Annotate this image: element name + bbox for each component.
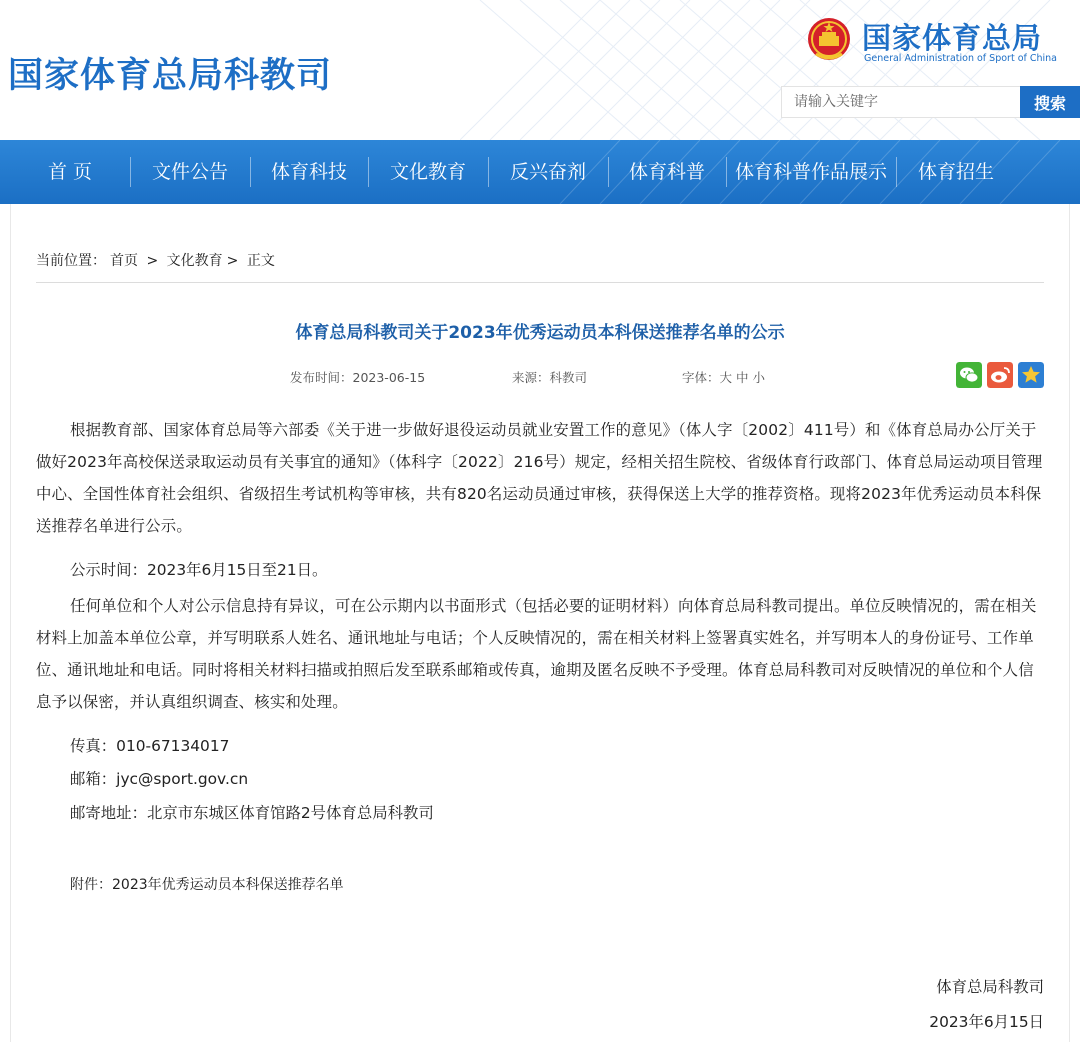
nav-home[interactable]: 首 页 bbox=[47, 161, 93, 183]
national-emblem-icon bbox=[806, 16, 852, 64]
nav-sports-science[interactable]: 体育科普 bbox=[628, 161, 705, 183]
breadcrumb-home[interactable]: 首页 bbox=[110, 253, 138, 269]
nav-announcements[interactable]: 文件公告 bbox=[151, 161, 228, 183]
breadcrumb-current: 正文 bbox=[246, 253, 275, 269]
wechat-icon[interactable] bbox=[956, 362, 982, 388]
nav-sports-technology[interactable]: 体育科技 bbox=[270, 161, 347, 183]
font-size-selector[interactable]: 字体：大 中 小 bbox=[682, 370, 765, 385]
signature-date: 2023年6月15日 bbox=[929, 1013, 1044, 1031]
article-paragraph: 任何单位和个人对公示信息持有异议，可在公示期内以书面形式（包括必要的证明材料）向体育总局科教司提出。单位反映情况的，需在相关材料上加盖本单位公章，并写明联系人姓名、通讯地址与电话；个人反映情况的，需在相关材料上签署真实姓名，并写明本人的身份证号、工作单位、通讯地址和电话。同时将相关材料扫描或拍照后发至联系邮箱或传真，逾期及匿名反映不予受理。体育总局科教司对反映情况的单位和个人信息予以保密，并认真组织调查、核实和处理。 bbox=[36, 597, 1037, 711]
main-nav bbox=[0, 140, 1080, 204]
nav-science-works[interactable]: 体育科普作品展示 bbox=[734, 161, 887, 183]
attachment-link[interactable]: 附件：2023年优秀运动员本科保送推荐名单 bbox=[70, 877, 344, 893]
contact-fax: 传真：010-67134017 bbox=[70, 737, 230, 755]
breadcrumb-section[interactable]: 文化教育 bbox=[166, 253, 223, 269]
article-source: 来源：科教司 bbox=[512, 370, 588, 385]
nav-anti-doping[interactable]: 反兴奋剂 bbox=[509, 161, 586, 183]
publish-date: 发布时间：2023-06-15 bbox=[290, 370, 426, 385]
article-title: 体育总局科教司关于2023年优秀运动员本科保送推荐名单的公示 bbox=[295, 323, 785, 343]
favorite-star-icon[interactable] bbox=[1018, 362, 1044, 388]
mailing-address: 邮寄地址：北京市东城区体育馆路2号体育总局科教司 bbox=[70, 804, 434, 822]
search-input[interactable] bbox=[781, 86, 1021, 118]
breadcrumb-separator: > bbox=[146, 253, 159, 269]
brand-logo[interactable] bbox=[806, 14, 1056, 70]
brand-name-cn: 国家体育总局 bbox=[862, 21, 1043, 55]
nav-culture-education[interactable]: 文化教育 bbox=[389, 161, 466, 183]
contact-email[interactable]: 邮箱：jyc@sport.gov.cn bbox=[70, 770, 249, 788]
article-paragraph: 根据教育部、国家体育总局等六部委《关于进一步做好退役运动员就业安置工作的意见》（体人字〔2002〕411号）和《体育总局办公厅关于做好2023年高校保送录取运动员有关事宜的通知》（体科字〔2022〕216号）规定，经相关招生院校、省级体育行政部门、体育总局运动项目管理中心、全国性体育社会组织、省级招生考试机构等审核，共有820名运动员通过审核，获得保送上大学的推荐资格。现将2023年优秀运动员本科保送推荐名单进行公示。 bbox=[36, 421, 1043, 535]
breadcrumb-separator: > bbox=[226, 253, 239, 269]
breadcrumb-prefix: 当前位置： bbox=[36, 253, 106, 269]
divider bbox=[36, 282, 1044, 283]
nav-sports-admissions[interactable]: 体育招生 bbox=[917, 161, 994, 183]
notice-period: 公示时间：2023年6月15日至21日。 bbox=[70, 561, 328, 579]
site-title[interactable]: 国家体育总局科教司 bbox=[8, 56, 333, 96]
weibo-icon[interactable] bbox=[987, 362, 1013, 388]
breadcrumb bbox=[36, 250, 279, 270]
signature: 体育总局科教司 bbox=[936, 978, 1044, 996]
brand-name-en: General Administration of Sport of China bbox=[864, 53, 1058, 64]
search-button[interactable]: 搜索 bbox=[1020, 86, 1080, 118]
header bbox=[0, 0, 1080, 140]
